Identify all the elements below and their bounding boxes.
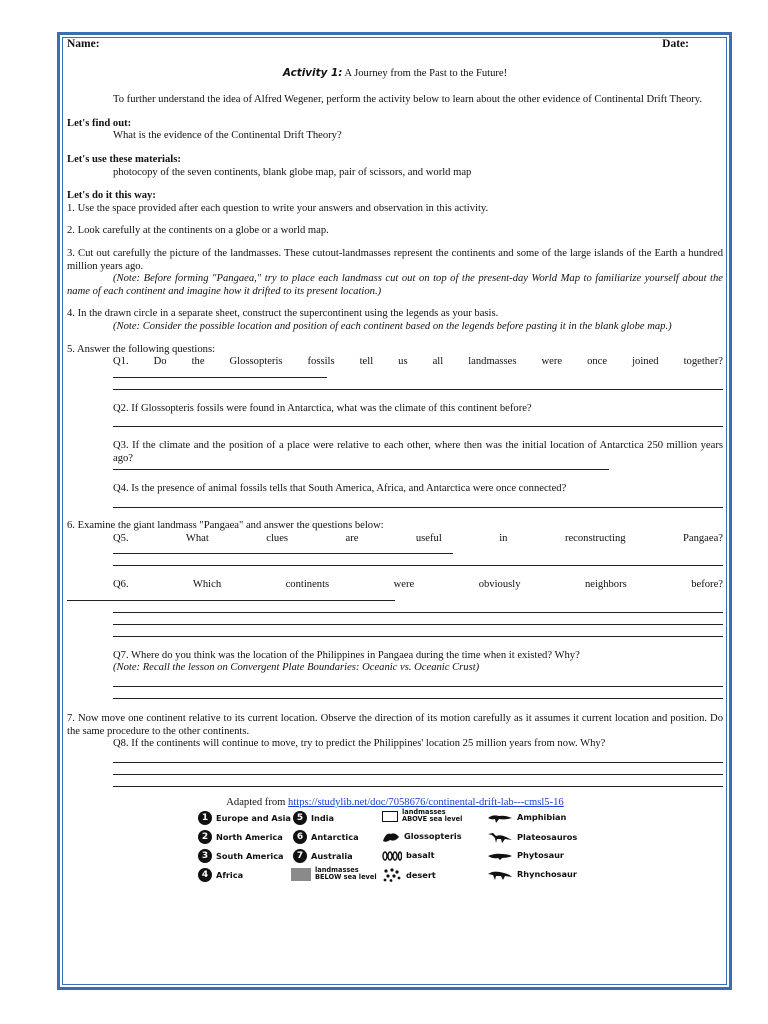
source-credit (67, 797, 723, 810)
legend-label: Africa (216, 870, 244, 881)
legend-item-amphibian (487, 811, 566, 824)
legend-item-glossopteris (382, 830, 462, 843)
worksheet (67, 38, 723, 891)
legend-label: Rhynchosaur (517, 869, 577, 880)
activity-subtitle: A Journey from the Past to the Future! (342, 67, 508, 79)
step-5: 5. Answer the following questions: (67, 343, 216, 355)
answer-line[interactable] (67, 592, 395, 601)
legend-label: Antarctica (311, 832, 359, 843)
question-3: Q3. If the climate and the position of a place were relative to each other, where then was the initial location of Antarctica 250 million years ago? (113, 440, 723, 464)
legend-item-basalt (382, 849, 435, 862)
step-3: 3. Cut out carefully the picture of the landmasses. These cutout-landmasses represent the continents and some of the large islands of the Earth a hundred million years ago. (67, 247, 723, 272)
date-label: Date: (662, 38, 689, 50)
legend-item-below-sea-level (291, 867, 377, 881)
number-badge: 5 (293, 811, 307, 825)
question-4: Q4. Is the presence of animal fossils tells that South America, Africa, and Antarctica were once connected? (113, 483, 567, 495)
step-4-note: (Note: Consider the possible location and position of each continent based on the legends before pasting it in the blank globe map.) (113, 320, 672, 332)
rhynchosaur-icon (487, 869, 513, 881)
answer-line[interactable] (113, 751, 723, 763)
answer-line[interactable] (113, 461, 609, 470)
legend-item-phytosaur (487, 849, 564, 862)
leaf-icon (382, 831, 400, 843)
legend-item-australia (293, 849, 353, 863)
number-badge: 7 (293, 849, 307, 863)
amphibian-icon (487, 812, 513, 824)
legend-label: Phytosaur (517, 850, 564, 861)
number-badge: 2 (198, 830, 212, 844)
materials-text: photocopy of the seven continents, blank globe map, pair of scissors, and world map (113, 166, 472, 178)
legend-label-line: BELOW sea level (315, 873, 377, 882)
legend-item-africa (198, 868, 243, 882)
answer-line[interactable] (113, 378, 723, 390)
name-label: Name: (67, 38, 100, 50)
legend-item-rhynchosaur (487, 868, 577, 881)
white-square-icon (382, 811, 398, 822)
number-badge: 4 (198, 868, 212, 882)
find-out-heading: Let's find out: (67, 117, 132, 129)
legend-item-india (293, 811, 334, 825)
procedure-heading: Let's do it this way: (67, 190, 156, 202)
step-7: 7. Now move one continent relative to its current location. Observe the direction of its motion carefully as it assumes it current location and position. Do the same procedure to the other continents. (67, 713, 723, 737)
legend-item-south-america (198, 849, 284, 863)
legend-label (315, 867, 377, 881)
legend-label: India (311, 813, 335, 824)
number-badge: 1 (198, 811, 212, 825)
answer-line[interactable] (113, 613, 723, 625)
basalt-icon (382, 851, 402, 861)
activity-number: Activity 1: (282, 66, 343, 79)
legend-item-europe-asia (198, 811, 291, 825)
question-1: Q1. Do the Glossopteris fossils tell us all landmasses were once joined together? (113, 356, 723, 368)
question-8: Q8. If the continents will continue to move, try to predict the Philippines' location 25 million years from now. Why? (113, 738, 606, 750)
source-prefix: Adapted from (226, 796, 289, 808)
dots-icon (382, 868, 402, 882)
step-1: 1. Use the space provided after each question to write your answers and observation in this activity. (67, 202, 489, 214)
legend-item-antarctica (293, 830, 359, 844)
legend-label: North America (216, 832, 283, 843)
activity-title (67, 67, 723, 81)
dinosaur-icon (487, 830, 513, 844)
step-4: 4. In the drawn circle in a separate sheet, construct the supercontinent using the legends as your basis. (67, 308, 499, 320)
legend-label: Europe and Asia (216, 813, 291, 824)
legend-label (402, 809, 462, 823)
legend-label: Glossopteris (404, 831, 462, 842)
answer-line[interactable] (113, 496, 723, 508)
source-link[interactable]: https://studylib.net/doc/7058676/continental-drift-lab---cmsl5-16 (288, 796, 564, 808)
question-5: Q5. What clues are useful in reconstructing Pangaea? (113, 532, 723, 544)
map-legend (67, 808, 723, 891)
answer-line[interactable] (113, 763, 723, 775)
legend-label-line: landmasses (315, 866, 359, 875)
answer-line[interactable] (113, 554, 723, 566)
grey-square-icon (291, 868, 311, 881)
legend-item-north-america (198, 830, 283, 844)
answer-line[interactable] (113, 687, 723, 699)
question-7-note: (Note: Recall the lesson on Convergent Plate Boundaries: Oceanic vs. Oceanic Crust) (113, 662, 480, 674)
legend-item-desert (382, 868, 436, 882)
legend-label: basalt (406, 850, 435, 861)
legend-label: Plateosauros (517, 832, 578, 843)
legend-label: Australia (311, 851, 353, 862)
answer-line[interactable] (113, 369, 327, 378)
question-7: Q7. Where do you think was the location of the Philippines in Pangaea during the time when it existed? Why? (113, 649, 580, 661)
number-badge: 3 (198, 849, 212, 863)
answer-line[interactable] (113, 775, 723, 787)
find-out-text: What is the evidence of the Continental Drift Theory? (113, 130, 342, 142)
legend-label-line: ABOVE sea level (402, 815, 463, 824)
intro-paragraph: To further understand the idea of Alfred Wegener, perform the activity below to learn about the other evidence of Continental Drift Theory. (113, 94, 703, 106)
legend-label: South America (216, 851, 284, 862)
question-2: Q2. If Glossopteris fossils were found in Antarctica, what was the climate of this continent before? (113, 402, 532, 414)
legend-item-above-sea-level (382, 809, 462, 823)
answer-line[interactable] (113, 625, 723, 637)
answer-line[interactable] (113, 675, 723, 687)
step-6: 6. Examine the giant landmass "Pangaea" and answer the questions below: (67, 520, 384, 532)
legend-item-plateosauros (487, 830, 577, 844)
answer-line[interactable] (113, 415, 723, 427)
number-badge: 6 (293, 830, 307, 844)
question-6: Q6. Which continents were obviously neighbors before? (113, 579, 723, 591)
legend-label-line: landmasses (402, 808, 446, 817)
header (67, 38, 723, 51)
legend-label: Amphibian (517, 812, 567, 823)
answer-line[interactable] (113, 545, 453, 554)
legend-label: desert (406, 870, 436, 881)
step-2: 2. Look carefully at the continents on a globe or a world map. (67, 225, 329, 237)
phytosaur-icon (487, 851, 513, 861)
answer-line[interactable] (113, 601, 723, 613)
step-3-note: (Note: Before forming "Pangaea," try to place each landmass cut out on top of the present-day World Map to familiarize yourself about the name of each continent and imagine how it drifted to its present location.) (67, 273, 723, 297)
materials-heading: Let's use these materials: (67, 153, 181, 165)
